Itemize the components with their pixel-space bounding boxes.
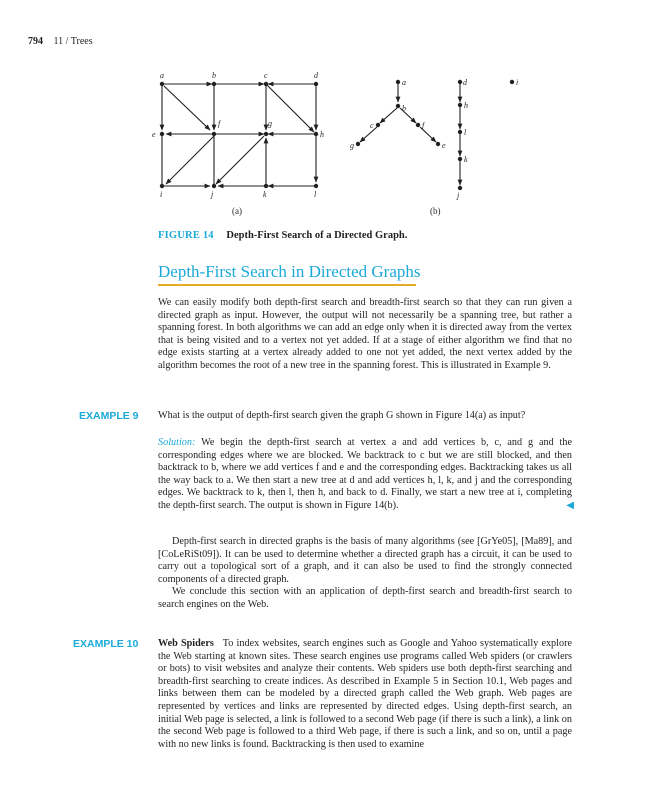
end-of-example-icon: ◀	[566, 499, 574, 511]
example-9-question: What is the output of depth-first search given the graph G shown in Figure 14(a) as input?	[158, 410, 526, 421]
graph-a	[162, 84, 316, 186]
label-d: d	[314, 71, 318, 80]
example-10-label: EXAMPLE 10	[73, 638, 139, 650]
tlabel-e: e	[442, 141, 446, 150]
panel-b-label: (b)	[430, 206, 441, 216]
tlabel-j: j	[457, 191, 460, 200]
tree-edge-b-c	[380, 108, 397, 123]
example-9-label: EXAMPLE 9	[79, 410, 139, 422]
tlabel-h: h	[464, 101, 468, 110]
label-h: h	[320, 130, 324, 139]
tree-edge-c-g	[360, 127, 377, 142]
label-g: g	[268, 119, 272, 128]
section-title-rule	[158, 284, 416, 286]
tlabel-i: i	[516, 78, 519, 87]
example-10-title: Web Spiders	[158, 638, 214, 649]
solution-text: We begin the depth-first search at vertex a and add vertices b, c, and g and the corresponding edges where we are blocked. We backtrack to c but we are still blocked, and then backtrack to b, where we add vertices f and e and the corresponding edges. Backtracking takes us all the way back to a. We then start a new tree at d and add vertices h, l, k, and j and the corresponding edges. We backtrack to k, then l, then h, and back to d. Finally, we start a new tree at i, completing the depth-first search. The output is shown in Figure 14(b).	[158, 437, 572, 511]
label-b: b	[212, 71, 216, 80]
label-l: l	[314, 190, 317, 199]
paragraph-3: We conclude this section with an application of depth-first search and breadth-first search to search engines on the Web.	[158, 586, 572, 610]
tlabel-f: f	[422, 121, 425, 130]
edge-c-h	[266, 84, 314, 132]
tlabel-d: d	[463, 78, 467, 87]
label-i: i	[160, 190, 163, 199]
tlabel-l: l	[464, 128, 467, 137]
section-title: Depth-First Search in Directed Graphs	[158, 262, 421, 281]
graph-a-labels	[152, 71, 324, 199]
example-9-solution	[158, 437, 572, 513]
example-10-text: To index websites, search engines such as Google and Yahoo systematically explore the Web starting at known sites. These search engines use programs called Web spiders (or crawlers or bots) to visit websites and analyze their contents. Web spiders use both depth-first searching and breadth-first searching to create indices. As described in Example 5 in Section 10.1, Web pages and links between them can be modeled by a directed graph called the Web graph. Web pages are represented by vertices and links are represented by directed edges. Using depth-first search, an initial Web page is selected, a link is followed to a second Web page (if there is such a link), a link on the second Web page is followed to a third Web page, if there is such a link, and so on, until a page with no new links is found. Backtracking is then used to examine	[158, 638, 572, 750]
graph-b-labels	[350, 78, 518, 200]
solution-label: Solution:	[158, 437, 196, 448]
example-10-body	[158, 638, 572, 751]
tlabel-b: b	[402, 104, 406, 113]
edge-a-f	[164, 86, 210, 130]
intro-paragraph: We can easily modify both depth-first search and breadth-first search so that they can run given a directed graph as input. However, the output will not necessarily be a spanning tree, but rather a spanning forest. In both algorithms we can add an edge only when it is directed away from the vertex that is being visited and to a vertex not yet added. If at a stage of either algorithm we find that no edge exists starting at a vertex already added to one not yet added, the next vertex added by the algorithm becomes the root of a new tree in the spanning forest. This is illustrated in Example 9.	[158, 297, 572, 371]
label-f: f	[218, 119, 221, 128]
graph-b-vertices	[356, 80, 514, 190]
label-c: c	[264, 71, 268, 80]
tlabel-k: k	[464, 155, 468, 164]
panel-a-label: (a)	[232, 206, 242, 216]
chapter-title: 11 / Trees	[53, 36, 93, 47]
edge-f-i	[166, 136, 214, 184]
page-number: 794	[28, 36, 43, 47]
tlabel-g: g	[350, 141, 354, 150]
tlabel-c: c	[370, 121, 374, 130]
edge-g-j	[216, 136, 264, 184]
figure-14	[0, 0, 648, 225]
label-e: e	[152, 130, 156, 139]
label-j: j	[211, 190, 214, 199]
graph-b	[360, 84, 460, 185]
paragraph-2: Depth-first search in directed graphs is the basis of many algorithms (see [GrYe05], [Ma89], and [CoLeRiSt09]). It can be used to determine whether a directed graph has a circuit, it can be used to carry out a topological sort of a graph, and it can also be used to find the strongly connected components of a directed graph.	[158, 536, 572, 585]
tlabel-a: a	[402, 78, 406, 87]
label-k: k	[263, 190, 267, 199]
figure-number: FIGURE 14	[158, 230, 214, 241]
figure-caption-text: Depth-First Search of a Directed Graph.	[226, 230, 408, 241]
graph-a-vertices	[160, 82, 318, 188]
label-a: a	[160, 71, 164, 80]
figure-caption	[158, 230, 407, 241]
